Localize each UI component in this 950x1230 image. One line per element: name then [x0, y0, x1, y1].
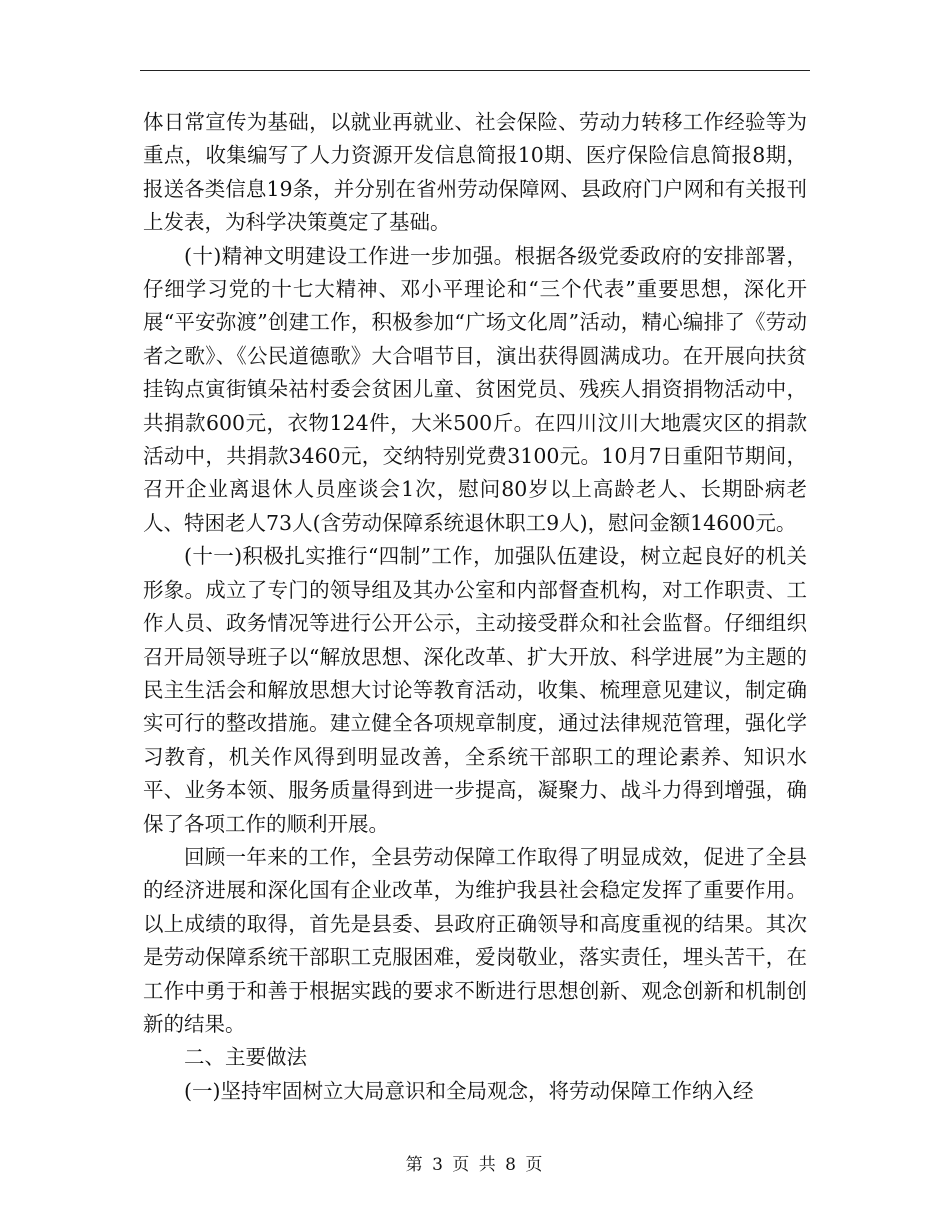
document-body	[143, 106, 807, 1108]
section-heading-main-methods: 二、主要做法	[184, 1045, 307, 1070]
page-number: 第 3 页 共 8 页	[405, 1155, 545, 1175]
header-rule	[140, 70, 810, 71]
paragraph-spiritual-civilization: (十)精神文明建设工作进一步加强。根据各级党委政府的安排部署，仔细学习党的十七大精神、邓小平理论和“三个代表”重要思想，深化开展“平安弥渡”创建工作，积极参加“广场文化周”活动，精心编排了《劳动者之歌》、《公民道德歌》大合唱节目，演出获得圆满成功。在开展向扶贫挂钩点寅街镇朵祜村委会贫困儿童、贫困党员、残疾人捐资捐物活动中，共捐款600元，衣物124件，大米500斤。在四川汶川大地震灾区的捐款活动中，共捐款3460元，交纳特别党费3100元。10月7日重阳节期间，召开企业离退休人员座谈会1次，慰问80岁以上高龄老人、长期卧病老人、特困老人73人(含劳动保障系统退休职工9人)，慰问金额14600元。	[143, 243, 807, 535]
paragraph-review: 回顾一年来的工作，全县劳动保障工作取得了明显成效，促进了全县的经济进展和深化国有企业改革，为维护我县社会稳定发挥了重要作用。以上成绩的取得，首先是县委、县政府正确领导和高度重视的结果。其次是劳动保障系统干部职工克服困难，爱岗敬业，落实责任，埋头苦干，在工作中勇于和善于根据实践的要求不断进行思想创新、观念创新和机制创新的结果。	[143, 844, 807, 1036]
paragraph-four-systems: (十一)积极扎实推行“四制”工作，加强队伍建设，树立起良好的机关形象。成立了专门的领导组及其办公室和内部督查机构，对工作职责、工作人员、政务情况等进行公开公示，主动接受群众和社会监督。仔细组织召开局领导班子以“解放思想、深化改革、扩大开放、科学进展”为主题的民主生活会和解放思想大讨论等教育活动，收集、梳理意见建议，制定确实可行的整改措施。建立健全各项规章制度，通过法律规范管理，强化学习教育，机关作风得到明显改善，全系统干部职工的理论素养、知识水平、业务本领、服务质量得到进一步提高，凝聚力、战斗力得到增强，确保了各项工作的顺利开展。	[143, 544, 807, 836]
paragraph-method-one: (一)坚持牢固树立大局意识和全局观念，将劳动保障工作纳入经	[184, 1078, 754, 1103]
paragraph-continued: 体日常宣传为基础，以就业再就业、社会保险、劳动力转移工作经验等为重点，收集编写了人力资源开发信息简报10期、医疗保险信息简报8期，报送各类信息19条，并分别在省州劳动保障网、县政府门户网和有关报刊上发表，为科学决策奠定了基础。	[143, 110, 807, 235]
